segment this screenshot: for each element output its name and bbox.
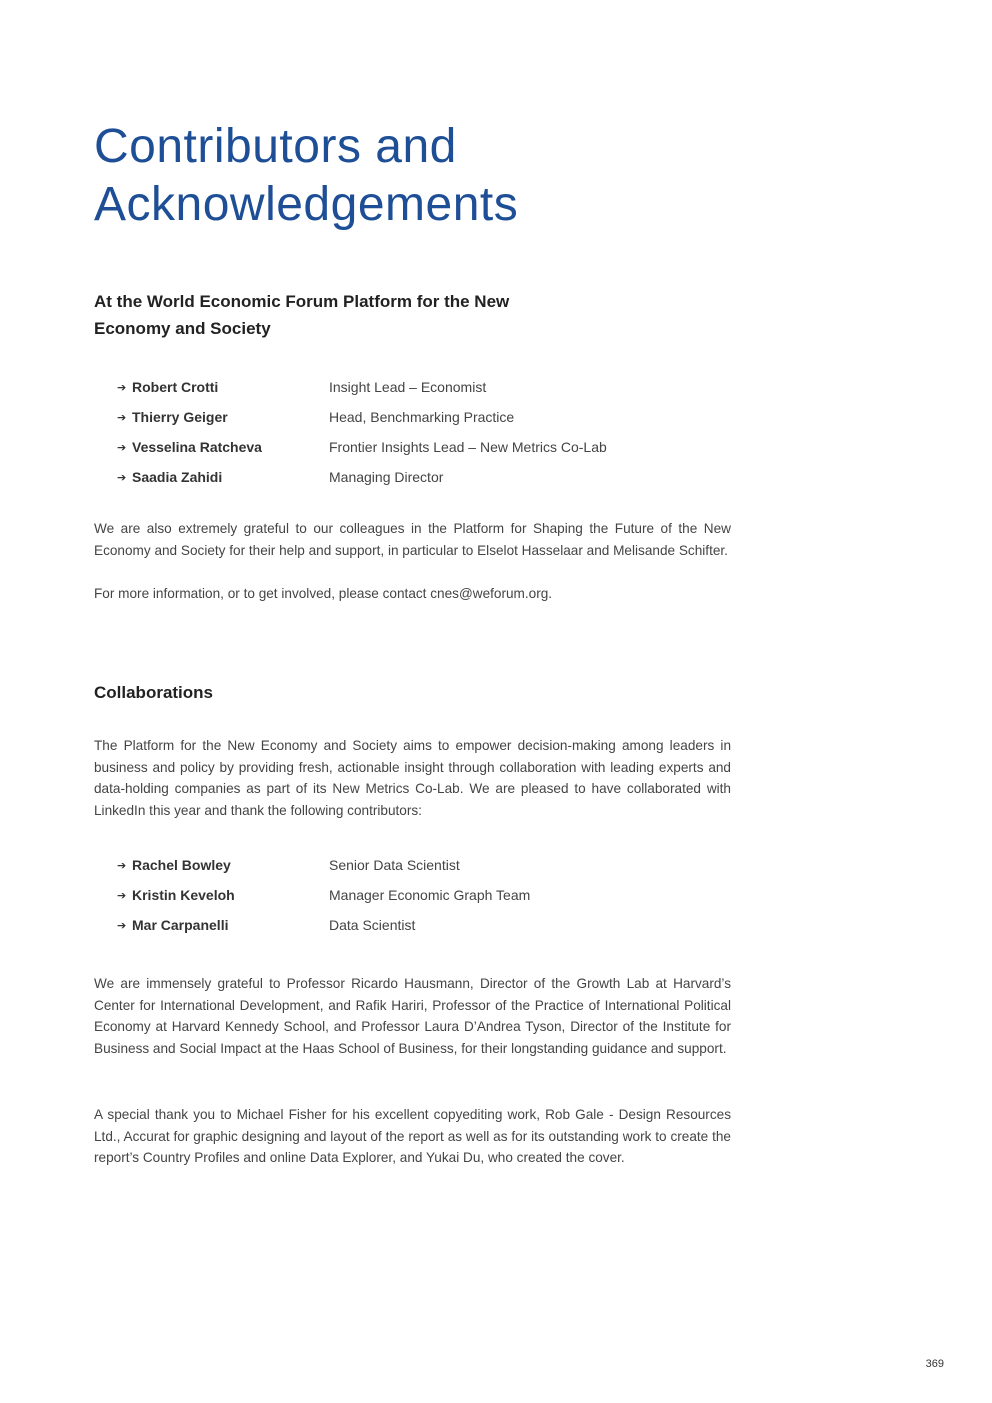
- linkedin-contributors-list: [117, 850, 530, 940]
- person-name: Vesselina Ratcheva: [132, 439, 262, 455]
- special-thanks-paragraph: A special thank you to Michael Fisher for his excellent copyediting work, Rob Gale - Design Resources Ltd., Accurat for graphic designing and layout of the report as well as for its outstanding work to create the report’s Country Profiles and online Data Explorer, and Yukai Du, who created the cover.: [94, 1107, 731, 1166]
- forum-heading-line-2: Economy and Society: [94, 319, 271, 338]
- person-name: Thierry Geiger: [132, 409, 228, 425]
- person-name: Saadia Zahidi: [132, 469, 223, 485]
- page-title-line-1: Contributors and: [94, 120, 457, 173]
- forum-heading-line-1: At the World Economic Forum Platform for the New: [94, 292, 510, 311]
- arrow-right-icon: ➔: [117, 441, 127, 454]
- person-role: Managing Director: [329, 469, 444, 485]
- arrow-right-icon: ➔: [117, 919, 127, 932]
- list-item: [117, 372, 607, 402]
- list-item: [117, 850, 530, 880]
- contact-paragraph: For more information, or to get involved, please contact cnes@weforum.org.: [94, 586, 553, 601]
- list-item: [117, 432, 607, 462]
- page-title-line-2: Acknowledgements: [94, 178, 519, 231]
- arrow-right-icon: ➔: [117, 471, 127, 484]
- person-role: Insight Lead – Economist: [329, 379, 487, 395]
- person-role: Senior Data Scientist: [329, 857, 460, 873]
- person-role: Frontier Insights Lead – New Metrics Co-Lab: [329, 439, 607, 455]
- arrow-right-icon: ➔: [117, 889, 127, 902]
- list-item: [117, 462, 607, 492]
- list-item: [117, 910, 530, 940]
- list-item: [117, 880, 530, 910]
- collaborations-intro-paragraph: The Platform for the New Economy and Society aims to empower decision-making among leaders in business and policy by providing fresh, actionable insight through collaboration with leading experts and data-holding companies as part of its New Metrics Co-Lab. We are pleased to have collaborated with LinkedIn this year and thank the following contributors:: [94, 738, 731, 819]
- advisors-paragraph: We are immensely grateful to Professor Ricardo Hausmann, Director of the Growth Lab at Harvard’s Center for International Development, and Rafik Hariri, Professor of the Practice of International Political Economy at Harvard Kennedy School, and Professor Laura D’Andrea Tyson, Director of the Institute for Business and Social Impact at the Haas School of Business, for their longstanding guidance and support.: [94, 976, 731, 1057]
- arrow-right-icon: ➔: [117, 381, 127, 394]
- forum-section-heading: [94, 288, 554, 342]
- arrow-right-icon: ➔: [117, 411, 127, 424]
- person-name: Mar Carpanelli: [132, 917, 229, 933]
- forum-contributors-list: [117, 372, 607, 492]
- person-name: Rachel Bowley: [132, 857, 231, 873]
- page-number: 369: [925, 1358, 944, 1370]
- person-role: Manager Economic Graph Team: [329, 887, 531, 903]
- arrow-right-icon: ➔: [117, 859, 127, 872]
- person-name: Robert Crotti: [132, 379, 219, 395]
- person-role: Head, Benchmarking Practice: [329, 409, 515, 425]
- page-title: [94, 118, 794, 234]
- person-name: Kristin Keveloh: [132, 887, 235, 903]
- collaborations-heading: Collaborations: [94, 683, 214, 702]
- person-role: Data Scientist: [329, 917, 416, 933]
- grateful-paragraph: We are also extremely grateful to our colleagues in the Platform for Shaping the Future of the New Economy and Society for their help and support, in particular to Elselot Hasselaar and Melisande Schifter.: [94, 521, 731, 558]
- list-item: [117, 402, 607, 432]
